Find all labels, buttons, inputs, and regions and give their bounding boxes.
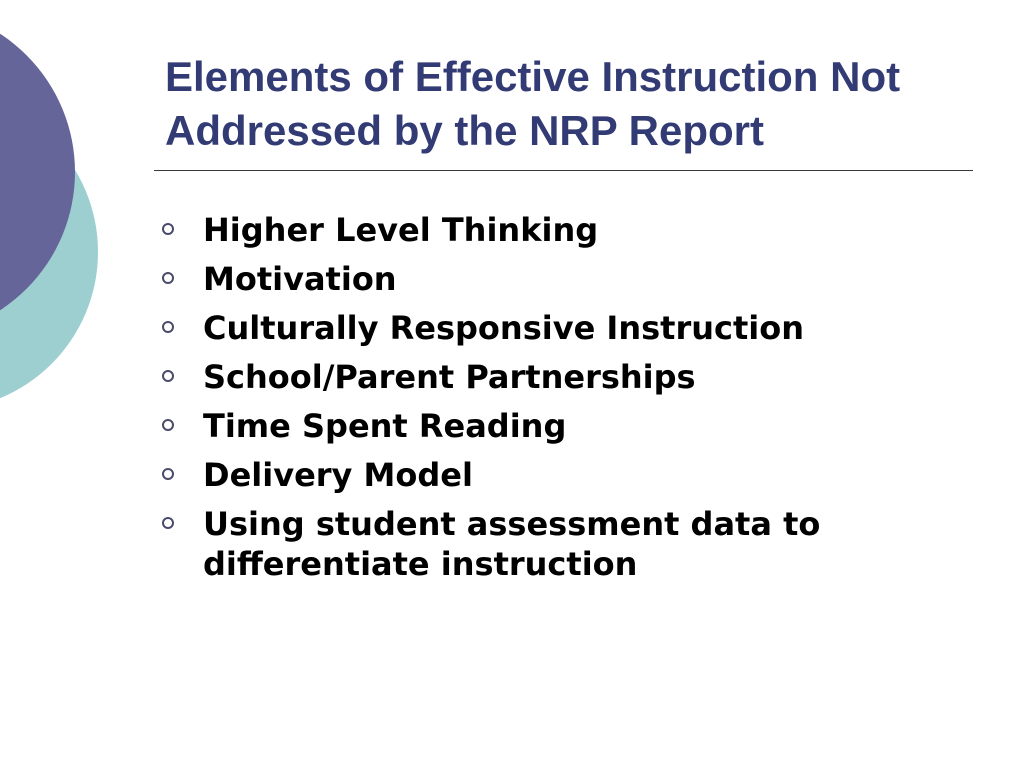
hollow-circle-bullet-icon: [162, 223, 174, 235]
bullet-list: [162, 210, 962, 593]
bullet-item-culturally-responsive-instruction: [162, 308, 962, 348]
bullet-item-delivery-model: [162, 455, 962, 495]
bullet-text: Culturally Responsive Instruction: [203, 309, 804, 347]
title-divider: [154, 170, 973, 171]
bullet-text: Using student assessment data to differentiate instruction: [203, 505, 821, 583]
slide-title: [165, 50, 995, 158]
hollow-circle-bullet-icon: [162, 468, 174, 480]
bullet-text: School/Parent Partnerships: [203, 358, 696, 396]
bullet-text: Motivation: [203, 260, 397, 298]
bullet-item-higher-level-thinking: [162, 210, 962, 250]
bullet-item-motivation: [162, 259, 962, 299]
bullet-text: Delivery Model: [203, 456, 473, 494]
slide-title-line-2: Addressed by the NRP Report: [165, 107, 765, 154]
slide-title-line-1: Elements of Effective Instruction Not: [165, 53, 901, 100]
hollow-circle-bullet-icon: [162, 272, 174, 284]
bullet-text: Higher Level Thinking: [203, 211, 599, 249]
hollow-circle-bullet-icon: [162, 517, 174, 529]
hollow-circle-bullet-icon: [162, 419, 174, 431]
bullet-text: Time Spent Reading: [203, 407, 567, 445]
bullet-item-student-assessment-data: [162, 504, 962, 584]
hollow-circle-bullet-icon: [162, 321, 174, 333]
bullet-item-time-spent-reading: [162, 406, 962, 446]
hollow-circle-bullet-icon: [162, 370, 174, 382]
bullet-item-school-parent-partnerships: [162, 357, 962, 397]
